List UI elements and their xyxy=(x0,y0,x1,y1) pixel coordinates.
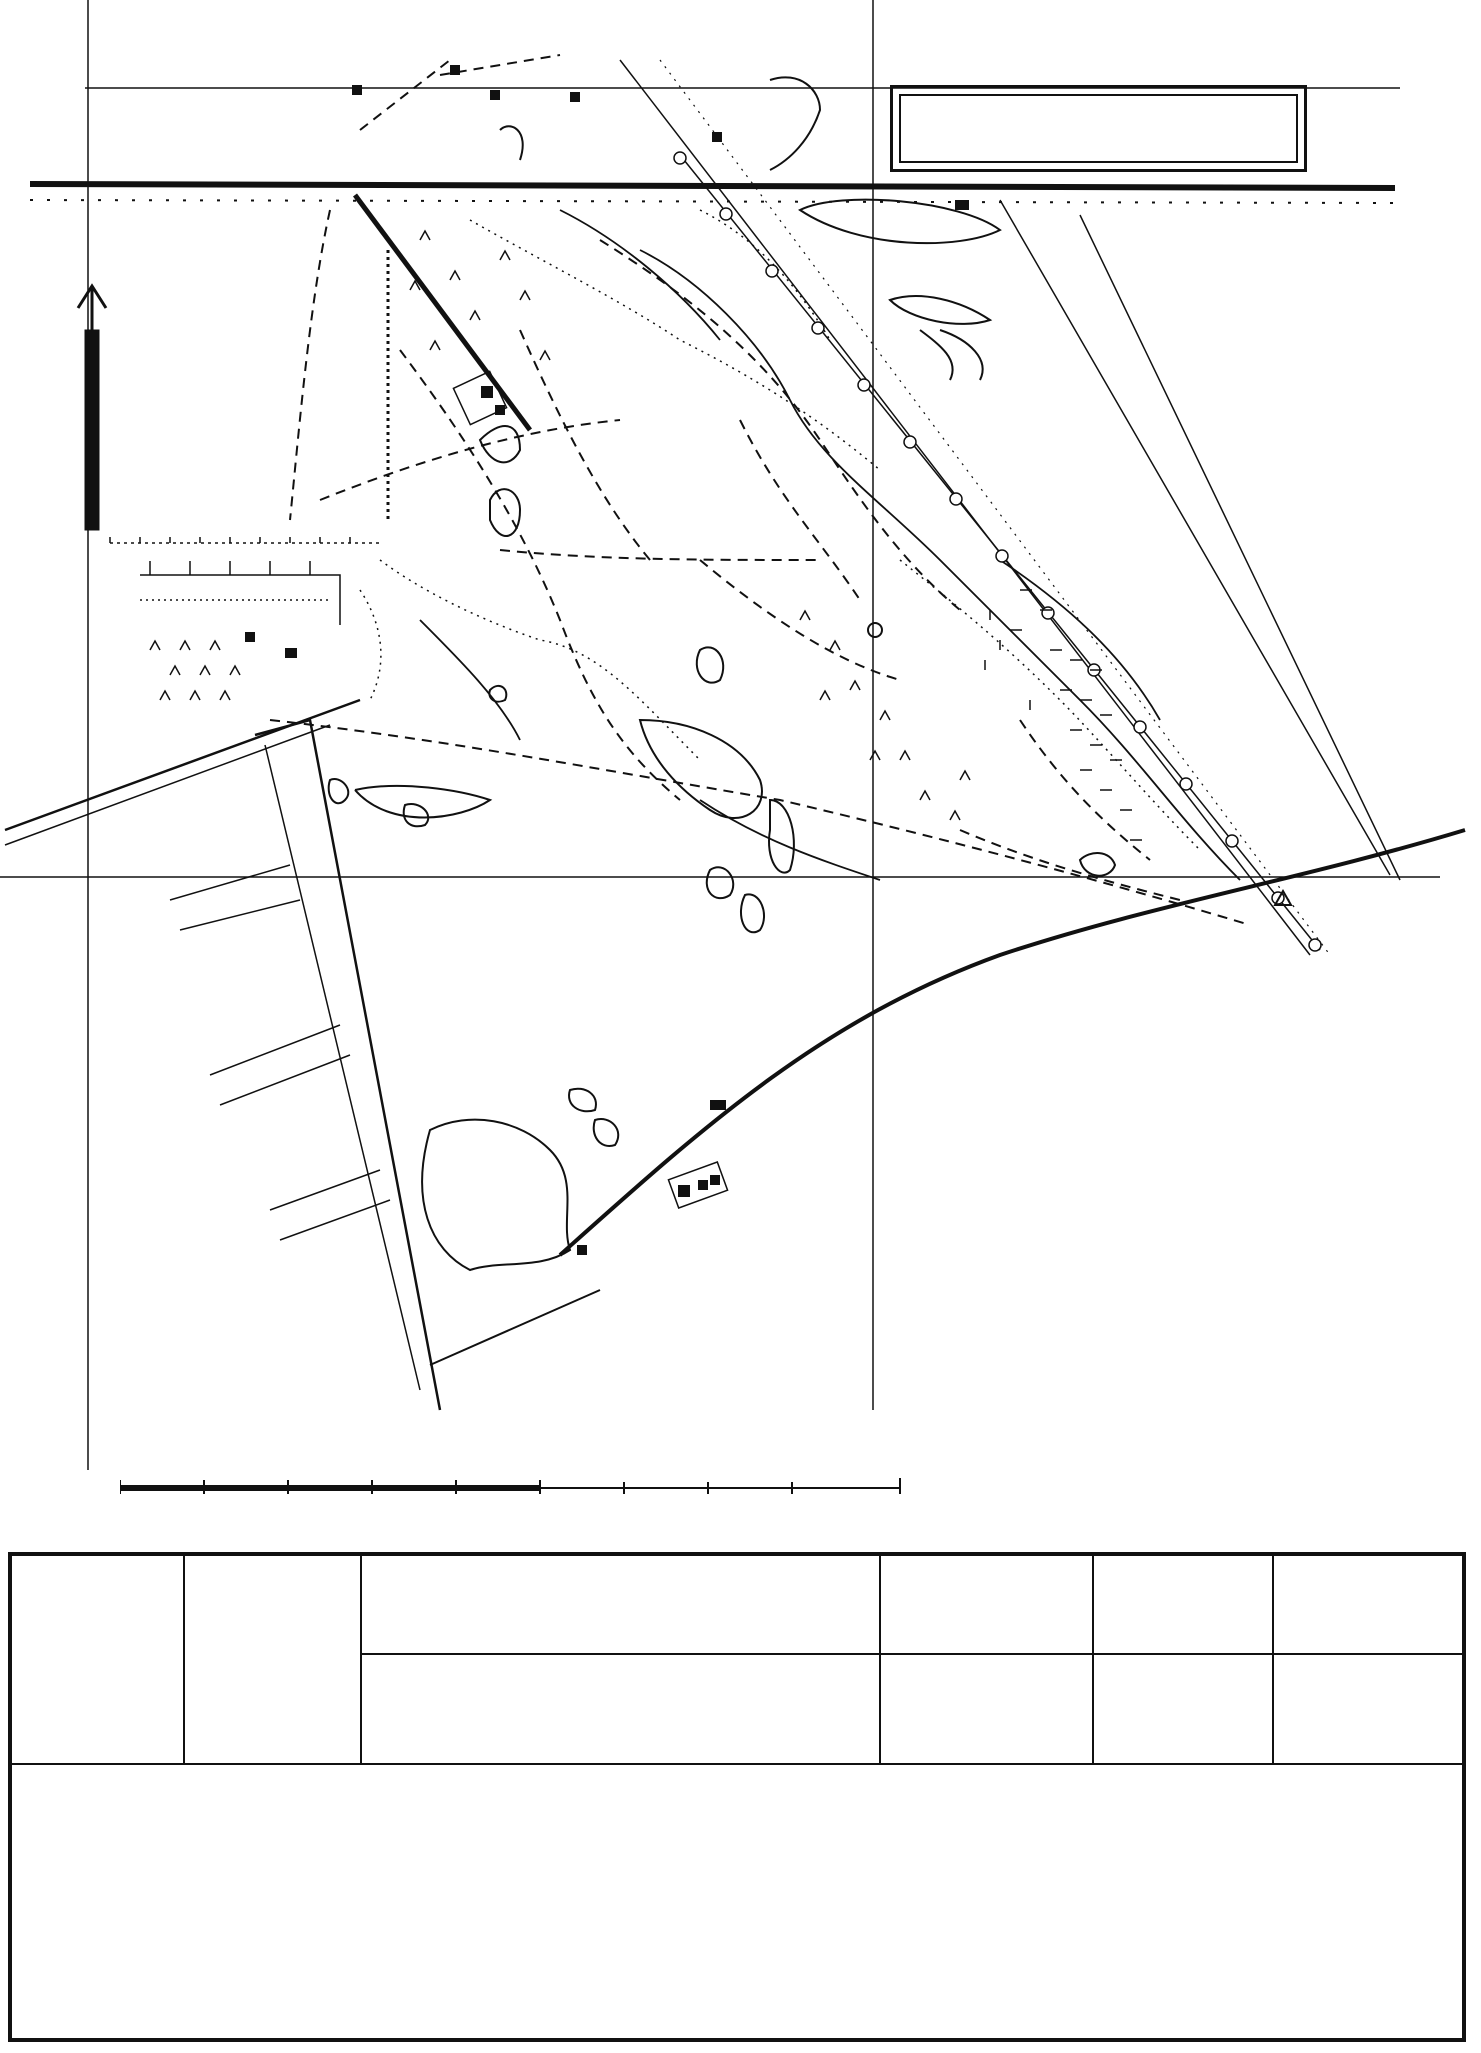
map-title-inner xyxy=(899,94,1298,163)
kategoria-cell[interactable] xyxy=(10,1554,184,1764)
scale-bar-graphic xyxy=(120,1458,960,1508)
nev-cell[interactable] xyxy=(361,1554,880,1654)
north-arrow xyxy=(78,286,106,530)
sw-road xyxy=(5,700,360,830)
menetido-cell[interactable] xyxy=(1093,1654,1273,1764)
score-card xyxy=(8,1552,1466,2042)
controls-grid xyxy=(12,1765,1462,2037)
scale-bar xyxy=(120,1458,960,1508)
main-road xyxy=(30,184,1395,188)
west-boundary xyxy=(255,720,440,1410)
west-boundary-inner xyxy=(265,745,420,1390)
map-title-box xyxy=(890,85,1307,172)
csapat-cell[interactable] xyxy=(361,1654,880,1764)
cel-cell[interactable] xyxy=(1093,1554,1273,1654)
controls-cell xyxy=(10,1764,1464,2040)
well-mark xyxy=(868,623,882,637)
legend xyxy=(928,1098,1448,1106)
railway-top xyxy=(30,200,1395,203)
diagonal-road xyxy=(355,195,530,430)
rajt-cell[interactable] xyxy=(880,1554,1093,1654)
hibapont-cell[interactable] xyxy=(1273,1654,1465,1764)
curved-road xyxy=(560,830,1465,1255)
eredmeny-cell[interactable] xyxy=(1273,1554,1465,1654)
rajtszam-cell[interactable] xyxy=(184,1554,362,1764)
sw-road-2 xyxy=(5,725,330,845)
tav-cell[interactable] xyxy=(880,1654,1093,1764)
